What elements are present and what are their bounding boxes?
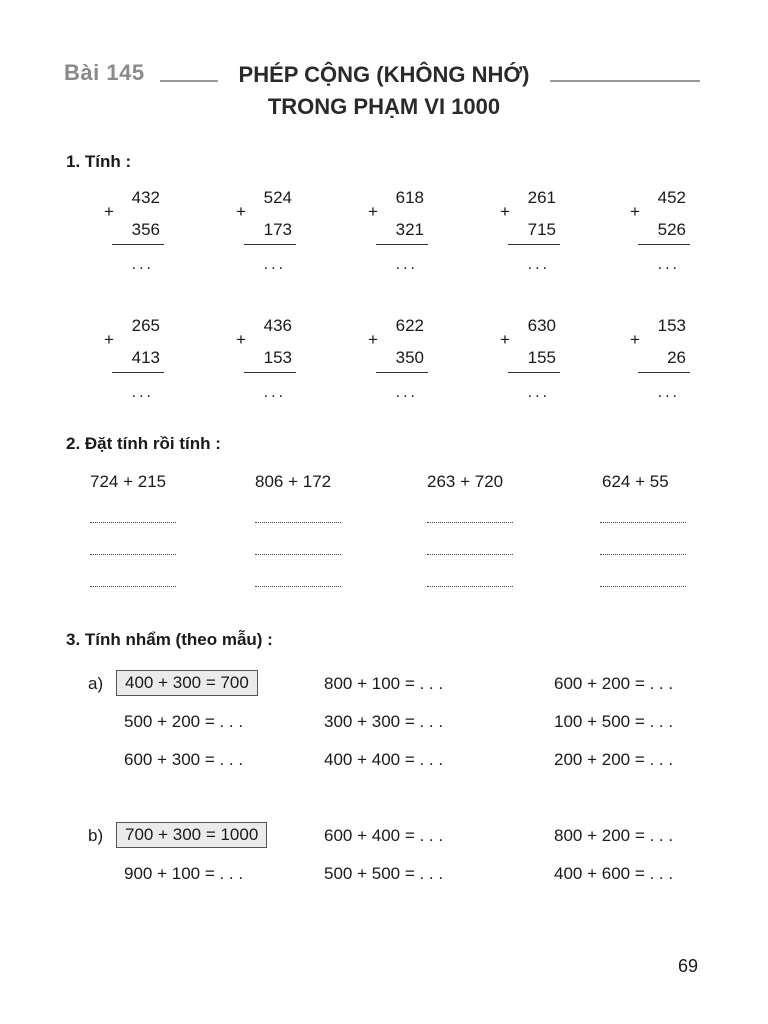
addend-bottom: 173 <box>263 220 292 239</box>
answer-dots: ... <box>657 384 680 401</box>
column-addition <box>500 316 570 416</box>
mental-math-item: 500 + 500 = . . . <box>324 864 444 883</box>
answer-dots: ... <box>263 384 286 401</box>
mental-math-item: 100 + 500 = . . . <box>554 712 674 731</box>
answer-line[interactable] <box>255 586 341 587</box>
addend-top: 265 <box>131 316 160 335</box>
answer-line[interactable] <box>600 522 686 523</box>
addend-bottom: 26 <box>667 348 686 367</box>
header-rule-right <box>550 80 700 82</box>
plus-sign: + <box>630 330 640 349</box>
exercise-2-heading: 2. Đặt tính rồi tính : <box>66 434 221 453</box>
part-b-label: b) <box>88 826 104 845</box>
addend-top: 432 <box>131 188 160 207</box>
addend-bottom: 350 <box>395 348 424 367</box>
answer-dots: ... <box>527 256 550 273</box>
column-addition <box>368 188 438 288</box>
sum-line <box>638 372 690 373</box>
addend-bottom: 356 <box>131 220 160 239</box>
expression: 624 + 55 <box>602 472 669 491</box>
column-addition <box>630 316 700 416</box>
mental-math-item: 600 + 200 = . . . <box>554 674 674 693</box>
exercise-3-heading: 3. Tính nhẩm (theo mẫu) : <box>66 630 273 649</box>
column-addition <box>236 316 306 416</box>
title-line-2: TRONG PHẠM VI 1000 <box>267 94 501 119</box>
sum-line <box>112 244 164 245</box>
addend-top: 452 <box>657 188 686 207</box>
answer-line[interactable] <box>255 522 341 523</box>
mental-math-item: 500 + 200 = . . . <box>124 712 244 731</box>
expression: 806 + 172 <box>255 472 332 491</box>
plus-sign: + <box>236 330 246 349</box>
mental-math-item: 800 + 100 = . . . <box>324 674 444 693</box>
answer-dots: ... <box>131 256 154 273</box>
column-addition <box>368 316 438 416</box>
addend-top: 153 <box>657 316 686 335</box>
column-addition <box>104 316 174 416</box>
addend-top: 618 <box>395 188 424 207</box>
mental-math-item: 400 + 600 = . . . <box>554 864 674 883</box>
plus-sign: + <box>368 330 378 349</box>
answer-dots: ... <box>527 384 550 401</box>
mental-math-item: 300 + 300 = . . . <box>324 712 444 731</box>
title-line-1 <box>0 62 768 88</box>
sample-answer-box: 700 + 300 = 1000 <box>116 822 267 848</box>
plus-sign: + <box>104 330 114 349</box>
addend-top: 436 <box>263 316 292 335</box>
answer-line[interactable] <box>427 554 513 555</box>
sum-line <box>112 372 164 373</box>
plus-sign: + <box>500 202 510 221</box>
sum-line <box>376 244 428 245</box>
plus-sign: + <box>630 202 640 221</box>
addend-bottom: 153 <box>263 348 292 367</box>
addend-top: 261 <box>527 188 556 207</box>
column-addition <box>500 188 570 288</box>
mental-math-item: 900 + 100 = . . . <box>124 864 244 883</box>
part-a-label: a) <box>88 674 104 693</box>
addend-bottom: 155 <box>527 348 556 367</box>
column-addition <box>630 188 700 288</box>
addend-top: 524 <box>263 188 292 207</box>
exercise-1-heading: 1. Tính : <box>66 152 132 171</box>
answer-line[interactable] <box>90 522 176 523</box>
sum-line <box>244 372 296 373</box>
addend-bottom: 526 <box>657 220 686 239</box>
sum-line <box>508 244 560 245</box>
page-number: 69 <box>677 956 698 976</box>
answer-dots: ... <box>263 256 286 273</box>
answer-line[interactable] <box>90 554 176 555</box>
addend-bottom: 413 <box>131 348 160 367</box>
column-addition <box>236 188 306 288</box>
plus-sign: + <box>500 330 510 349</box>
answer-dots: ... <box>395 256 418 273</box>
expression: 724 + 215 <box>90 472 167 491</box>
sample-answer-box: 400 + 300 = 700 <box>116 670 258 696</box>
addend-bottom: 715 <box>527 220 556 239</box>
answer-line[interactable] <box>600 586 686 587</box>
sum-line <box>244 244 296 245</box>
answer-line[interactable] <box>600 554 686 555</box>
addend-top: 622 <box>395 316 424 335</box>
mental-math-item: 600 + 300 = . . . <box>124 750 244 769</box>
sum-line <box>508 372 560 373</box>
expression: 263 + 720 <box>427 472 504 491</box>
answer-line[interactable] <box>427 522 513 523</box>
title-line-1-text: PHÉP CỘNG (KHÔNG NHỚ) <box>238 62 530 87</box>
mental-math-item: 200 + 200 = . . . <box>554 750 674 769</box>
column-addition <box>104 188 174 288</box>
lesson-number: Bài 145 <box>64 60 145 85</box>
answer-dots: ... <box>657 256 680 273</box>
mental-math-item: 600 + 400 = . . . <box>324 826 444 845</box>
answer-dots: ... <box>395 384 418 401</box>
sum-line <box>376 372 428 373</box>
plus-sign: + <box>104 202 114 221</box>
mental-math-item: 400 + 400 = . . . <box>324 750 444 769</box>
plus-sign: + <box>236 202 246 221</box>
answer-line[interactable] <box>427 586 513 587</box>
mental-math-item: 800 + 200 = . . . <box>554 826 674 845</box>
answer-line[interactable] <box>90 586 176 587</box>
addend-bottom: 321 <box>395 220 424 239</box>
addend-top: 630 <box>527 316 556 335</box>
answer-line[interactable] <box>255 554 341 555</box>
answer-dots: ... <box>131 384 154 401</box>
plus-sign: + <box>368 202 378 221</box>
sum-line <box>638 244 690 245</box>
